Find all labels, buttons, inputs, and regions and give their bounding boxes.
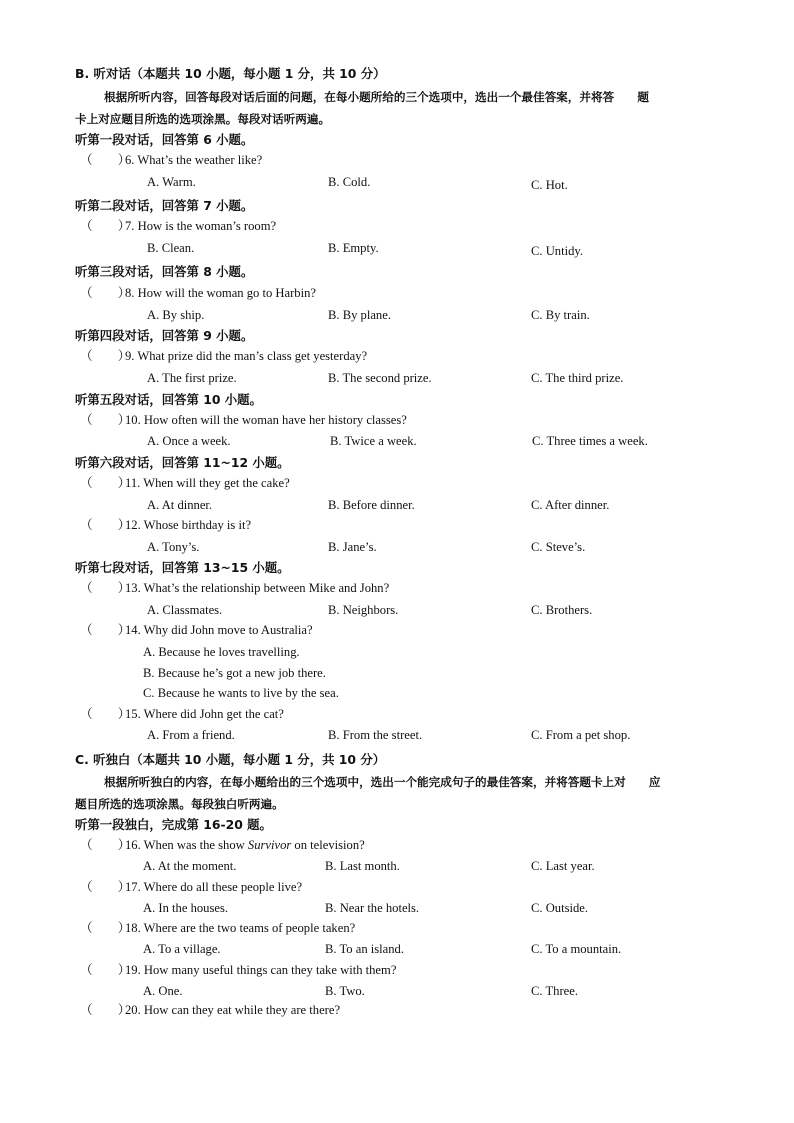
option-b: B. Last month. xyxy=(325,859,400,873)
option-a: A. To a village. xyxy=(143,942,221,956)
option-c: C. From a pet shop. xyxy=(531,728,631,742)
question-8-text: 8. How will the woman go to Harbin? xyxy=(125,286,316,300)
question-15 xyxy=(80,706,284,722)
question-16 xyxy=(80,837,365,853)
question-6-text: 6. What’s the weather like? xyxy=(125,153,263,167)
option-a: A. One. xyxy=(143,984,183,998)
dialog-1-heading: 听第一段对话，回答第 6 小题。 xyxy=(75,132,254,147)
answer-blank: （ ） xyxy=(80,518,131,532)
option-b: B. Neighbors. xyxy=(328,603,399,617)
option-a: A. Warm. xyxy=(147,175,196,189)
question-18-text: 18. Where are the two teams of people taken? xyxy=(125,921,356,935)
question-17-text: 17. Where do all these people live? xyxy=(125,880,303,894)
option-a: A. Once a week. xyxy=(147,434,231,448)
option-c: C. Three times a week. xyxy=(532,434,648,448)
section-c-instruction-line1: 根据所听独白的内容，在每小题给出的三个选项中，选出一个能完成句子的最佳答案，并将答题卡上对 应 xyxy=(104,775,661,789)
option-b: B. Empty. xyxy=(328,241,379,255)
answer-blank: （ ） xyxy=(80,1003,131,1017)
option-c: C. The third prize. xyxy=(531,371,624,385)
section-b-title: B. 听对话（本题共 10 小题，每小题 1 分，共 10 分） xyxy=(75,66,386,81)
section-c-instruction-line2: 题目所选的选项涂黑。每段独白听两遍。 xyxy=(75,797,284,811)
section-b-instruction-line1: 根据所听内容，回答每段对话后面的问题，在每小题所给的三个选项中，选出一个最佳答案，并将答 题 xyxy=(104,90,649,104)
option-c: C. Untidy. xyxy=(531,244,584,258)
option-c: C. Steve’s. xyxy=(531,540,586,554)
option-a: A. At dinner. xyxy=(147,498,213,512)
option-b: B. By plane. xyxy=(328,308,391,322)
question-19-text: 19. How many useful things can they take with them? xyxy=(125,963,397,977)
question-12 xyxy=(80,517,251,533)
option-a: A. At the moment. xyxy=(143,859,237,873)
answer-blank: （ ） xyxy=(80,476,131,490)
option-b: B. Near the hotels. xyxy=(325,901,420,915)
question-14 xyxy=(80,622,313,638)
question-17 xyxy=(80,879,302,895)
question-10-text: 10. How often will the woman have her history classes? xyxy=(125,413,407,427)
answer-blank: （ ） xyxy=(80,921,131,935)
answer-blank: （ ） xyxy=(80,219,131,233)
question-16-text-post: on television? xyxy=(291,838,365,852)
question-18 xyxy=(80,920,355,936)
option-b: B. Cold. xyxy=(328,175,371,189)
option-b: B. Jane’s. xyxy=(328,540,377,554)
question-7-text: 7. How is the woman’s room? xyxy=(125,219,277,233)
question-14-option-b: B. Because he’s got a new job there. xyxy=(143,666,326,680)
dialog-5-heading: 听第五段对话，回答第 10 小题。 xyxy=(75,392,262,407)
option-a: A. The first prize. xyxy=(147,371,237,385)
question-7 xyxy=(80,218,276,234)
option-c: C. By train. xyxy=(531,308,590,322)
question-11-text: 11. When will they get the cake? xyxy=(125,476,290,490)
option-b: B. Twice a week. xyxy=(330,434,417,448)
question-13-text: 13. What’s the relationship between Mike and John? xyxy=(125,581,390,595)
answer-blank: （ ） xyxy=(80,963,131,977)
option-c: C. After dinner. xyxy=(531,498,610,512)
option-c: C. Brothers. xyxy=(531,603,593,617)
question-6 xyxy=(80,152,262,168)
option-c: C. Last year. xyxy=(531,859,595,873)
question-20 xyxy=(80,1002,340,1018)
question-14-text: 14. Why did John move to Australia? xyxy=(125,623,313,637)
dialog-3-heading: 听第三段对话，回答第 8 小题。 xyxy=(75,264,254,279)
option-b: B. The second prize. xyxy=(328,371,432,385)
dialog-7-heading: 听第七段对话，回答第 13~15 小题。 xyxy=(75,560,290,575)
dialog-4-heading: 听第四段对话，回答第 9 小题。 xyxy=(75,328,254,343)
dialog-6-heading: 听第六段对话，回答第 11~12 小题。 xyxy=(75,455,290,470)
answer-blank: （ ） xyxy=(80,349,131,363)
option-a: A. In the houses. xyxy=(143,901,228,915)
monologue-1-heading: 听第一段独白，完成第 16-20 题。 xyxy=(75,817,272,832)
answer-blank: （ ） xyxy=(80,286,131,300)
answer-blank: （ ） xyxy=(80,581,131,595)
answer-blank: （ ） xyxy=(80,153,131,167)
question-8 xyxy=(80,285,316,301)
option-c: C. Three. xyxy=(531,984,578,998)
answer-blank: （ ） xyxy=(80,838,131,852)
question-13 xyxy=(80,580,389,596)
option-a: A. Classmates. xyxy=(147,603,223,617)
option-a: A. Tony’s. xyxy=(147,540,200,554)
answer-blank: （ ） xyxy=(80,880,131,894)
option-a: A. By ship. xyxy=(147,308,205,322)
option-a: B. Clean. xyxy=(147,241,195,255)
question-20-text: 20. How can they eat while they are there? xyxy=(125,1003,341,1017)
option-b: B. To an island. xyxy=(325,942,404,956)
question-9 xyxy=(80,348,367,364)
option-b: B. Two. xyxy=(325,984,365,998)
question-12-text: 12. Whose birthday is it? xyxy=(125,518,252,532)
section-b-instruction-line2: 卡上对应题目所选的选项涂黑。每段对话听两遍。 xyxy=(75,112,331,126)
question-16-text-pre: 16. When was the show xyxy=(125,838,248,852)
question-14-option-a: A. Because he loves travelling. xyxy=(143,645,300,659)
answer-blank: （ ） xyxy=(80,623,131,637)
option-c: C. To a mountain. xyxy=(531,942,622,956)
option-b: B. From the street. xyxy=(328,728,423,742)
question-9-text: 9. What prize did the man’s class get yesterday? xyxy=(125,349,368,363)
question-15-text: 15. Where did John get the cat? xyxy=(125,707,284,721)
option-b: B. Before dinner. xyxy=(328,498,415,512)
section-c-title: C. 听独白（本题共 10 小题，每小题 1 分，共 10 分） xyxy=(75,752,386,767)
option-c: C. Hot. xyxy=(531,178,568,192)
question-10 xyxy=(80,412,407,428)
question-11 xyxy=(80,475,290,491)
question-19 xyxy=(80,962,396,978)
answer-blank: （ ） xyxy=(80,413,131,427)
dialog-2-heading: 听第二段对话，回答第 7 小题。 xyxy=(75,198,254,213)
option-c: C. Outside. xyxy=(531,901,589,915)
option-a: A. From a friend. xyxy=(147,728,235,742)
question-14-option-c: C. Because he wants to live by the sea. xyxy=(143,686,339,700)
answer-blank: （ ） xyxy=(80,707,131,721)
show-title: Survivor xyxy=(247,838,292,852)
